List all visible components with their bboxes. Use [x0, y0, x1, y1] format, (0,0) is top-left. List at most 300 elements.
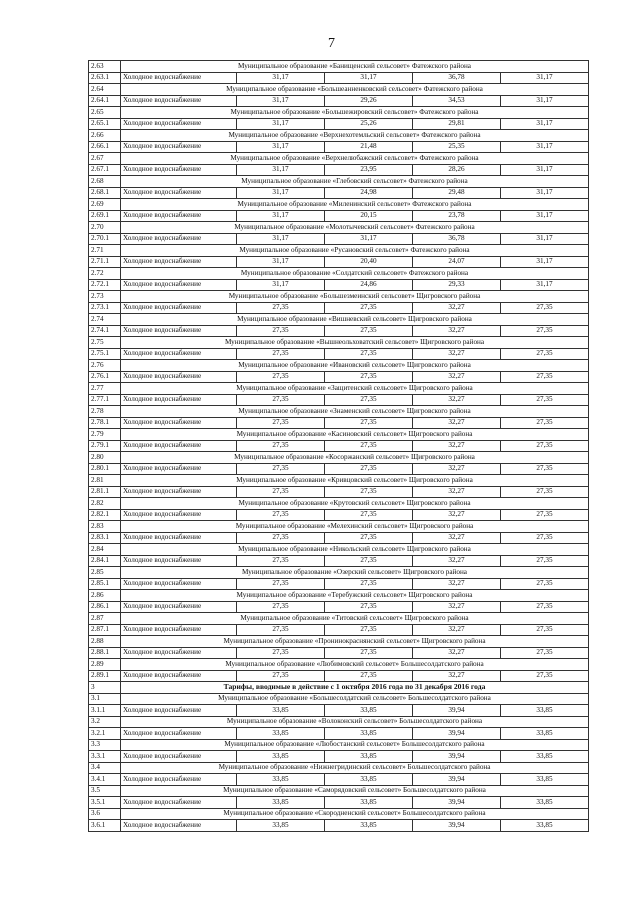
tariff-value: 27,35: [501, 371, 589, 383]
row-number: 2.87.1: [89, 624, 121, 636]
tariff-value: 27,35: [325, 670, 413, 682]
tariff-row: [89, 164, 589, 176]
tariff-value: 36,78: [413, 233, 501, 245]
tariff-value: 33,85: [501, 774, 589, 786]
tariff-value: 31,17: [501, 95, 589, 107]
row-number: 2.80.1: [89, 463, 121, 475]
tariff-value: 27,35: [325, 555, 413, 567]
municipality-name: Муниципальное образование «Миленинский сельсовет» Фатежского района: [121, 199, 589, 211]
municipality-row: [89, 590, 589, 602]
tariff-value: 25,35: [413, 141, 501, 153]
municipality-name: Муниципальное образование «Солдатский сельсовет» Фатежского района: [121, 268, 589, 280]
row-number: 2.64.1: [89, 95, 121, 107]
municipality-name: Муниципальное образование «Саморядовский сельсовет» Большесолдатского района: [121, 785, 589, 797]
tariff-value: 31,17: [237, 210, 325, 222]
tariff-value: 31,17: [501, 279, 589, 291]
tariff-value: 33,85: [501, 705, 589, 717]
tariff-value: 29,81: [413, 118, 501, 130]
row-number: 2.83.1: [89, 532, 121, 544]
tariff-value: 27,35: [237, 509, 325, 521]
row-number: 2.66.1: [89, 141, 121, 153]
tariff-value: 39,94: [413, 705, 501, 717]
tariff-value: 27,35: [237, 532, 325, 544]
tariff-value: 36,78: [413, 72, 501, 84]
tariff-value: 33,85: [325, 774, 413, 786]
tariff-row: [89, 187, 589, 199]
tariff-value: 27,35: [501, 463, 589, 475]
municipality-row: [89, 613, 589, 625]
tariff-row: [89, 394, 589, 406]
municipality-name: Муниципальное образование «Пронинокраснянский сельсовет» Щигровского района: [121, 636, 589, 648]
tariff-value: 27,35: [501, 647, 589, 659]
municipality-name: Муниципальное образование «Любимовский сельсовет» Большесолдатского района: [121, 659, 589, 671]
municipality-row: [89, 762, 589, 774]
service-label: Холодное водоснабжение: [121, 233, 237, 245]
tariff-value: 31,17: [237, 279, 325, 291]
tariff-row: [89, 440, 589, 452]
tariff-value: 27,35: [237, 394, 325, 406]
tariff-value: 27,35: [237, 417, 325, 429]
tariff-row: [89, 578, 589, 590]
service-label: Холодное водоснабжение: [121, 279, 237, 291]
tariff-value: 32,27: [413, 394, 501, 406]
municipality-row: [89, 406, 589, 418]
municipality-row: [89, 544, 589, 556]
row-number: 3: [89, 682, 121, 694]
row-number: 3.1: [89, 693, 121, 705]
tariff-value: 27,35: [237, 371, 325, 383]
tariff-value: 27,35: [501, 440, 589, 452]
municipality-row: [89, 636, 589, 648]
row-number: 3.5.1: [89, 797, 121, 809]
service-label: Холодное водоснабжение: [121, 302, 237, 314]
tariff-value: 28,26: [413, 164, 501, 176]
municipality-row: [89, 521, 589, 533]
municipality-row: [89, 475, 589, 487]
tariff-value: 31,17: [325, 72, 413, 84]
tariff-value: 27,35: [325, 532, 413, 544]
row-number: 2.68.1: [89, 187, 121, 199]
municipality-row: [89, 130, 589, 142]
service-label: Холодное водоснабжение: [121, 118, 237, 130]
tariff-value: 39,94: [413, 820, 501, 832]
service-label: Холодное водоснабжение: [121, 371, 237, 383]
tariff-value: 32,27: [413, 647, 501, 659]
municipality-name: Муниципальное образование «Защитенский сельсовет» Щигровского района: [121, 383, 589, 395]
tariff-value: 27,35: [325, 509, 413, 521]
tariff-value: 33,85: [325, 728, 413, 740]
municipality-row: [89, 268, 589, 280]
row-number: 2.84.1: [89, 555, 121, 567]
tariff-value: 27,35: [325, 463, 413, 475]
tariff-value: 27,35: [501, 578, 589, 590]
tariff-value: 32,27: [413, 532, 501, 544]
tariff-value: 31,17: [501, 187, 589, 199]
tariff-row: [89, 555, 589, 567]
row-number: 2.89.1: [89, 670, 121, 682]
tariff-value: 33,85: [237, 751, 325, 763]
row-number: 3.4: [89, 762, 121, 774]
row-number: 2.68: [89, 176, 121, 188]
municipality-row: [89, 429, 589, 441]
service-label: Холодное водоснабжение: [121, 486, 237, 498]
service-label: Холодное водоснабжение: [121, 601, 237, 613]
municipality-name: Муниципальное образование «Любостанский сельсовет» Большесолдатского района: [121, 739, 589, 751]
tariff-row: [89, 601, 589, 613]
municipality-row: [89, 176, 589, 188]
municipality-name: Муниципальное образование «Мелехинский сельсовет» Щигровского района: [121, 521, 589, 533]
tariff-value: 21,48: [325, 141, 413, 153]
tariff-value: 29,26: [325, 95, 413, 107]
tariff-value: 27,35: [501, 509, 589, 521]
tariff-value: 31,17: [237, 118, 325, 130]
municipality-name: Муниципальное образование «Крутовский сельсовет» Щигровского района: [121, 498, 589, 510]
tariff-value: 32,27: [413, 578, 501, 590]
tariff-table: [88, 60, 589, 832]
row-number: 3.6.1: [89, 820, 121, 832]
service-label: Холодное водоснабжение: [121, 647, 237, 659]
service-label: Холодное водоснабжение: [121, 210, 237, 222]
tariff-value: 39,94: [413, 797, 501, 809]
tariff-value: 33,85: [501, 820, 589, 832]
municipality-row: [89, 245, 589, 257]
tariff-value: 27,35: [501, 417, 589, 429]
row-number: 3.2: [89, 716, 121, 728]
municipality-row: [89, 785, 589, 797]
municipality-row: [89, 383, 589, 395]
municipality-name: Муниципальное образование «Верхнелюбажский сельсовет» Фатежского района: [121, 153, 589, 165]
tariff-value: 31,17: [325, 233, 413, 245]
row-number: 2.80: [89, 452, 121, 464]
tariff-value: 33,85: [237, 797, 325, 809]
row-number: 2.76: [89, 360, 121, 372]
row-number: 2.89: [89, 659, 121, 671]
row-number: 2.83: [89, 521, 121, 533]
municipality-name: Муниципальное образование «Глебовский сельсовет» Фатежского района: [121, 176, 589, 188]
municipality-name: Муниципальное образование «Вишневский сельсовет» Щигровского района: [121, 314, 589, 326]
row-number: 2.73: [89, 291, 121, 303]
tariff-value: 24,98: [325, 187, 413, 199]
municipality-row: [89, 693, 589, 705]
tariff-value: 31,17: [237, 164, 325, 176]
tariff-row: [89, 256, 589, 268]
tariff-value: 27,35: [237, 302, 325, 314]
municipality-name: Муниципальное образование «Озерский сельсовет» Щигровского района: [121, 567, 589, 579]
tariff-value: 27,35: [325, 348, 413, 360]
tariff-value: 27,35: [501, 555, 589, 567]
tariff-value: 33,85: [325, 820, 413, 832]
row-number: 3.3: [89, 739, 121, 751]
row-number: 2.67.1: [89, 164, 121, 176]
municipality-name: Муниципальное образование «Волоконский сельсовет» Большесолдатского района: [121, 716, 589, 728]
section-title: Тарифы, вводимые в действие с 1 октября 2016 года по 31 декабря 2016 года: [121, 682, 589, 694]
municipality-name: Муниципальное образование «Скородненский сельсовет» Большесолдатского района: [121, 808, 589, 820]
tariff-value: 27,35: [501, 394, 589, 406]
tariff-value: 27,35: [325, 578, 413, 590]
tariff-row: [89, 95, 589, 107]
row-number: 2.70: [89, 222, 121, 234]
tariff-row: [89, 509, 589, 521]
tariff-value: 32,27: [413, 371, 501, 383]
row-number: 3.6: [89, 808, 121, 820]
tariff-value: 27,35: [501, 670, 589, 682]
tariff-value: 39,94: [413, 774, 501, 786]
service-label: Холодное водоснабжение: [121, 509, 237, 521]
service-label: Холодное водоснабжение: [121, 463, 237, 475]
tariff-value: 27,35: [237, 670, 325, 682]
tariff-value: 32,27: [413, 670, 501, 682]
tariff-value: 27,35: [237, 555, 325, 567]
page-number: 7: [328, 36, 335, 51]
municipality-name: Муниципальное образование «Никольский сельсовет» Щигровского района: [121, 544, 589, 556]
service-label: Холодное водоснабжение: [121, 394, 237, 406]
tariff-row: [89, 647, 589, 659]
tariff-value: 32,27: [413, 440, 501, 452]
municipality-row: [89, 659, 589, 671]
tariff-row: [89, 705, 589, 717]
municipality-name: Муниципальное образование «Молотычевский сельсовет» Фатежского района: [121, 222, 589, 234]
row-number: 2.78: [89, 406, 121, 418]
row-number: 3.5: [89, 785, 121, 797]
tariff-value: 31,17: [501, 118, 589, 130]
row-number: 2.77.1: [89, 394, 121, 406]
service-label: Холодное водоснабжение: [121, 325, 237, 337]
row-number: 3.3.1: [89, 751, 121, 763]
tariff-value: 27,35: [501, 325, 589, 337]
service-label: Холодное водоснабжение: [121, 774, 237, 786]
tariff-row: [89, 728, 589, 740]
tariff-table-body: [89, 61, 589, 832]
row-number: 2.63: [89, 61, 121, 73]
municipality-row: [89, 107, 589, 119]
row-number: 3.4.1: [89, 774, 121, 786]
tariff-value: 20,40: [325, 256, 413, 268]
municipality-row: [89, 153, 589, 165]
row-number: 2.77: [89, 383, 121, 395]
tariff-value: 32,27: [413, 325, 501, 337]
service-label: Холодное водоснабжение: [121, 820, 237, 832]
tariff-value: 24,86: [325, 279, 413, 291]
tariff-value: 27,35: [501, 532, 589, 544]
tariff-row: [89, 532, 589, 544]
tariff-value: 27,35: [237, 601, 325, 613]
tariff-value: 31,17: [501, 164, 589, 176]
municipality-row: [89, 291, 589, 303]
tariff-row: [89, 210, 589, 222]
municipality-row: [89, 84, 589, 96]
tariff-value: 32,27: [413, 624, 501, 636]
tariff-value: 33,85: [325, 797, 413, 809]
service-label: Холодное водоснабжение: [121, 624, 237, 636]
row-number: 2.86: [89, 590, 121, 602]
row-number: 2.69: [89, 199, 121, 211]
tariff-value: 32,27: [413, 509, 501, 521]
tariff-row: [89, 141, 589, 153]
tariff-value: 29,48: [413, 187, 501, 199]
row-number: 2.82.1: [89, 509, 121, 521]
tariff-value: 27,35: [501, 302, 589, 314]
service-label: Холодное водоснабжение: [121, 164, 237, 176]
tariff-row: [89, 820, 589, 832]
service-label: Холодное водоснабжение: [121, 72, 237, 84]
tariff-value: 33,85: [237, 728, 325, 740]
tariff-value: 31,17: [501, 210, 589, 222]
service-label: Холодное водоснабжение: [121, 751, 237, 763]
tariff-value: 34,53: [413, 95, 501, 107]
municipality-name: Муниципальное образование «Теребужский сельсовет» Щигровского района: [121, 590, 589, 602]
municipality-name: Муниципальное образование «Русановский сельсовет» Фатежского района: [121, 245, 589, 257]
tariff-value: 27,35: [501, 601, 589, 613]
tariff-value: 23,95: [325, 164, 413, 176]
row-number: 2.85.1: [89, 578, 121, 590]
tariff-value: 31,17: [501, 141, 589, 153]
tariff-row: [89, 371, 589, 383]
municipality-row: [89, 222, 589, 234]
tariff-value: 27,35: [237, 578, 325, 590]
row-number: 3.2.1: [89, 728, 121, 740]
tariff-value: 27,35: [325, 371, 413, 383]
row-number: 2.79: [89, 429, 121, 441]
row-number: 2.65: [89, 107, 121, 119]
tariff-value: 27,35: [325, 601, 413, 613]
tariff-value: 27,35: [501, 486, 589, 498]
municipality-name: Муниципальное образование «Банищенский сельсовет» Фатежского района: [121, 61, 589, 73]
tariff-row: [89, 624, 589, 636]
tariff-row: [89, 72, 589, 84]
row-number: 2.75.1: [89, 348, 121, 360]
tariff-row: [89, 486, 589, 498]
service-label: Холодное водоснабжение: [121, 797, 237, 809]
tariff-value: 31,17: [237, 72, 325, 84]
tariff-value: 27,35: [325, 647, 413, 659]
tariff-row: [89, 348, 589, 360]
row-number: 2.64: [89, 84, 121, 96]
municipality-name: Муниципальное образование «Верхнехотемльский сельсовет» Фатежского района: [121, 130, 589, 142]
tariff-value: 27,35: [237, 647, 325, 659]
tariff-value: 27,35: [501, 624, 589, 636]
row-number: 2.71: [89, 245, 121, 257]
tariff-value: 27,35: [237, 440, 325, 452]
tariff-value: 27,35: [237, 463, 325, 475]
tariff-value: 20,15: [325, 210, 413, 222]
tariff-value: 27,35: [325, 325, 413, 337]
tariff-value: 39,94: [413, 751, 501, 763]
tariff-value: 23,78: [413, 210, 501, 222]
tariff-row: [89, 751, 589, 763]
row-number: 2.81: [89, 475, 121, 487]
row-number: 2.86.1: [89, 601, 121, 613]
row-number: 2.66: [89, 130, 121, 142]
row-number: 2.85: [89, 567, 121, 579]
municipality-name: Муниципальное образование «Нижнегридинский сельсовет» Большесолдатского района: [121, 762, 589, 774]
row-number: 2.72.1: [89, 279, 121, 291]
tariff-value: 27,35: [237, 624, 325, 636]
tariff-value: 27,35: [325, 302, 413, 314]
municipality-row: [89, 337, 589, 349]
tariff-value: 31,17: [237, 141, 325, 153]
tariff-value: 32,27: [413, 417, 501, 429]
tariff-value: 31,17: [237, 233, 325, 245]
tariff-value: 31,17: [237, 187, 325, 199]
tariff-row: [89, 233, 589, 245]
section-header-row: [89, 682, 589, 694]
tariff-value: 32,27: [413, 486, 501, 498]
tariff-value: 32,27: [413, 348, 501, 360]
service-label: Холодное водоснабжение: [121, 95, 237, 107]
tariff-value: 27,35: [237, 348, 325, 360]
municipality-name: Муниципальное образование «Большесолдатский сельсовет» Большесолдатского района: [121, 693, 589, 705]
municipality-row: [89, 808, 589, 820]
tariff-value: 33,85: [501, 728, 589, 740]
municipality-name: Муниципальное образование «Знаменский сельсовет» Щигровского района: [121, 406, 589, 418]
row-number: 2.87: [89, 613, 121, 625]
tariff-value: 27,35: [325, 486, 413, 498]
tariff-value: 33,85: [325, 705, 413, 717]
tariff-value: 31,17: [501, 72, 589, 84]
tariff-value: 33,85: [501, 751, 589, 763]
tariff-row: [89, 325, 589, 337]
municipality-name: Муниципальное образование «Большезмеинский сельсовет» Щигровского района: [121, 291, 589, 303]
row-number: 2.75: [89, 337, 121, 349]
tariff-value: 29,33: [413, 279, 501, 291]
tariff-value: 33,85: [237, 705, 325, 717]
row-number: 2.67: [89, 153, 121, 165]
municipality-row: [89, 716, 589, 728]
row-number: 3.1.1: [89, 705, 121, 717]
tariff-value: 31,17: [501, 256, 589, 268]
municipality-name: Муниципальное образование «Кривцовский сельсовет» Щигровского района: [121, 475, 589, 487]
municipality-row: [89, 61, 589, 73]
row-number: 2.82: [89, 498, 121, 510]
tariff-value: 27,35: [325, 624, 413, 636]
service-label: Холодное водоснабжение: [121, 670, 237, 682]
municipality-row: [89, 360, 589, 372]
service-label: Холодное водоснабжение: [121, 141, 237, 153]
tariff-value: 27,35: [325, 440, 413, 452]
tariff-row: [89, 279, 589, 291]
service-label: Холодное водоснабжение: [121, 578, 237, 590]
row-number: 2.76.1: [89, 371, 121, 383]
row-number: 2.74: [89, 314, 121, 326]
municipality-name: Муниципальное образование «Вышнеольховатский сельсовет» Щигровского района: [121, 337, 589, 349]
municipality-row: [89, 567, 589, 579]
row-number: 2.74.1: [89, 325, 121, 337]
row-number: 2.88: [89, 636, 121, 648]
service-label: Холодное водоснабжение: [121, 417, 237, 429]
municipality-name: Муниципальное образование «Косоржанский сельсовет» Щигровского района: [121, 452, 589, 464]
tariff-row: [89, 118, 589, 130]
tariff-value: 25,26: [325, 118, 413, 130]
tariff-value: 32,27: [413, 601, 501, 613]
row-number: 2.72: [89, 268, 121, 280]
tariff-value: 33,85: [237, 820, 325, 832]
service-label: Холодное водоснабжение: [121, 440, 237, 452]
row-number: 2.78.1: [89, 417, 121, 429]
row-number: 2.63.1: [89, 72, 121, 84]
tariff-value: 27,35: [237, 325, 325, 337]
municipality-row: [89, 452, 589, 464]
row-number: 2.84: [89, 544, 121, 556]
tariff-row: [89, 417, 589, 429]
row-number: 2.73.1: [89, 302, 121, 314]
service-label: Холодное водоснабжение: [121, 728, 237, 740]
tariff-value: 27,35: [501, 348, 589, 360]
row-number: 2.70.1: [89, 233, 121, 245]
tariff-value: 32,27: [413, 463, 501, 475]
tariff-value: 27,35: [325, 417, 413, 429]
tariff-row: [89, 463, 589, 475]
municipality-name: Муниципальное образование «Титовский сельсовет» Щигровского района: [121, 613, 589, 625]
